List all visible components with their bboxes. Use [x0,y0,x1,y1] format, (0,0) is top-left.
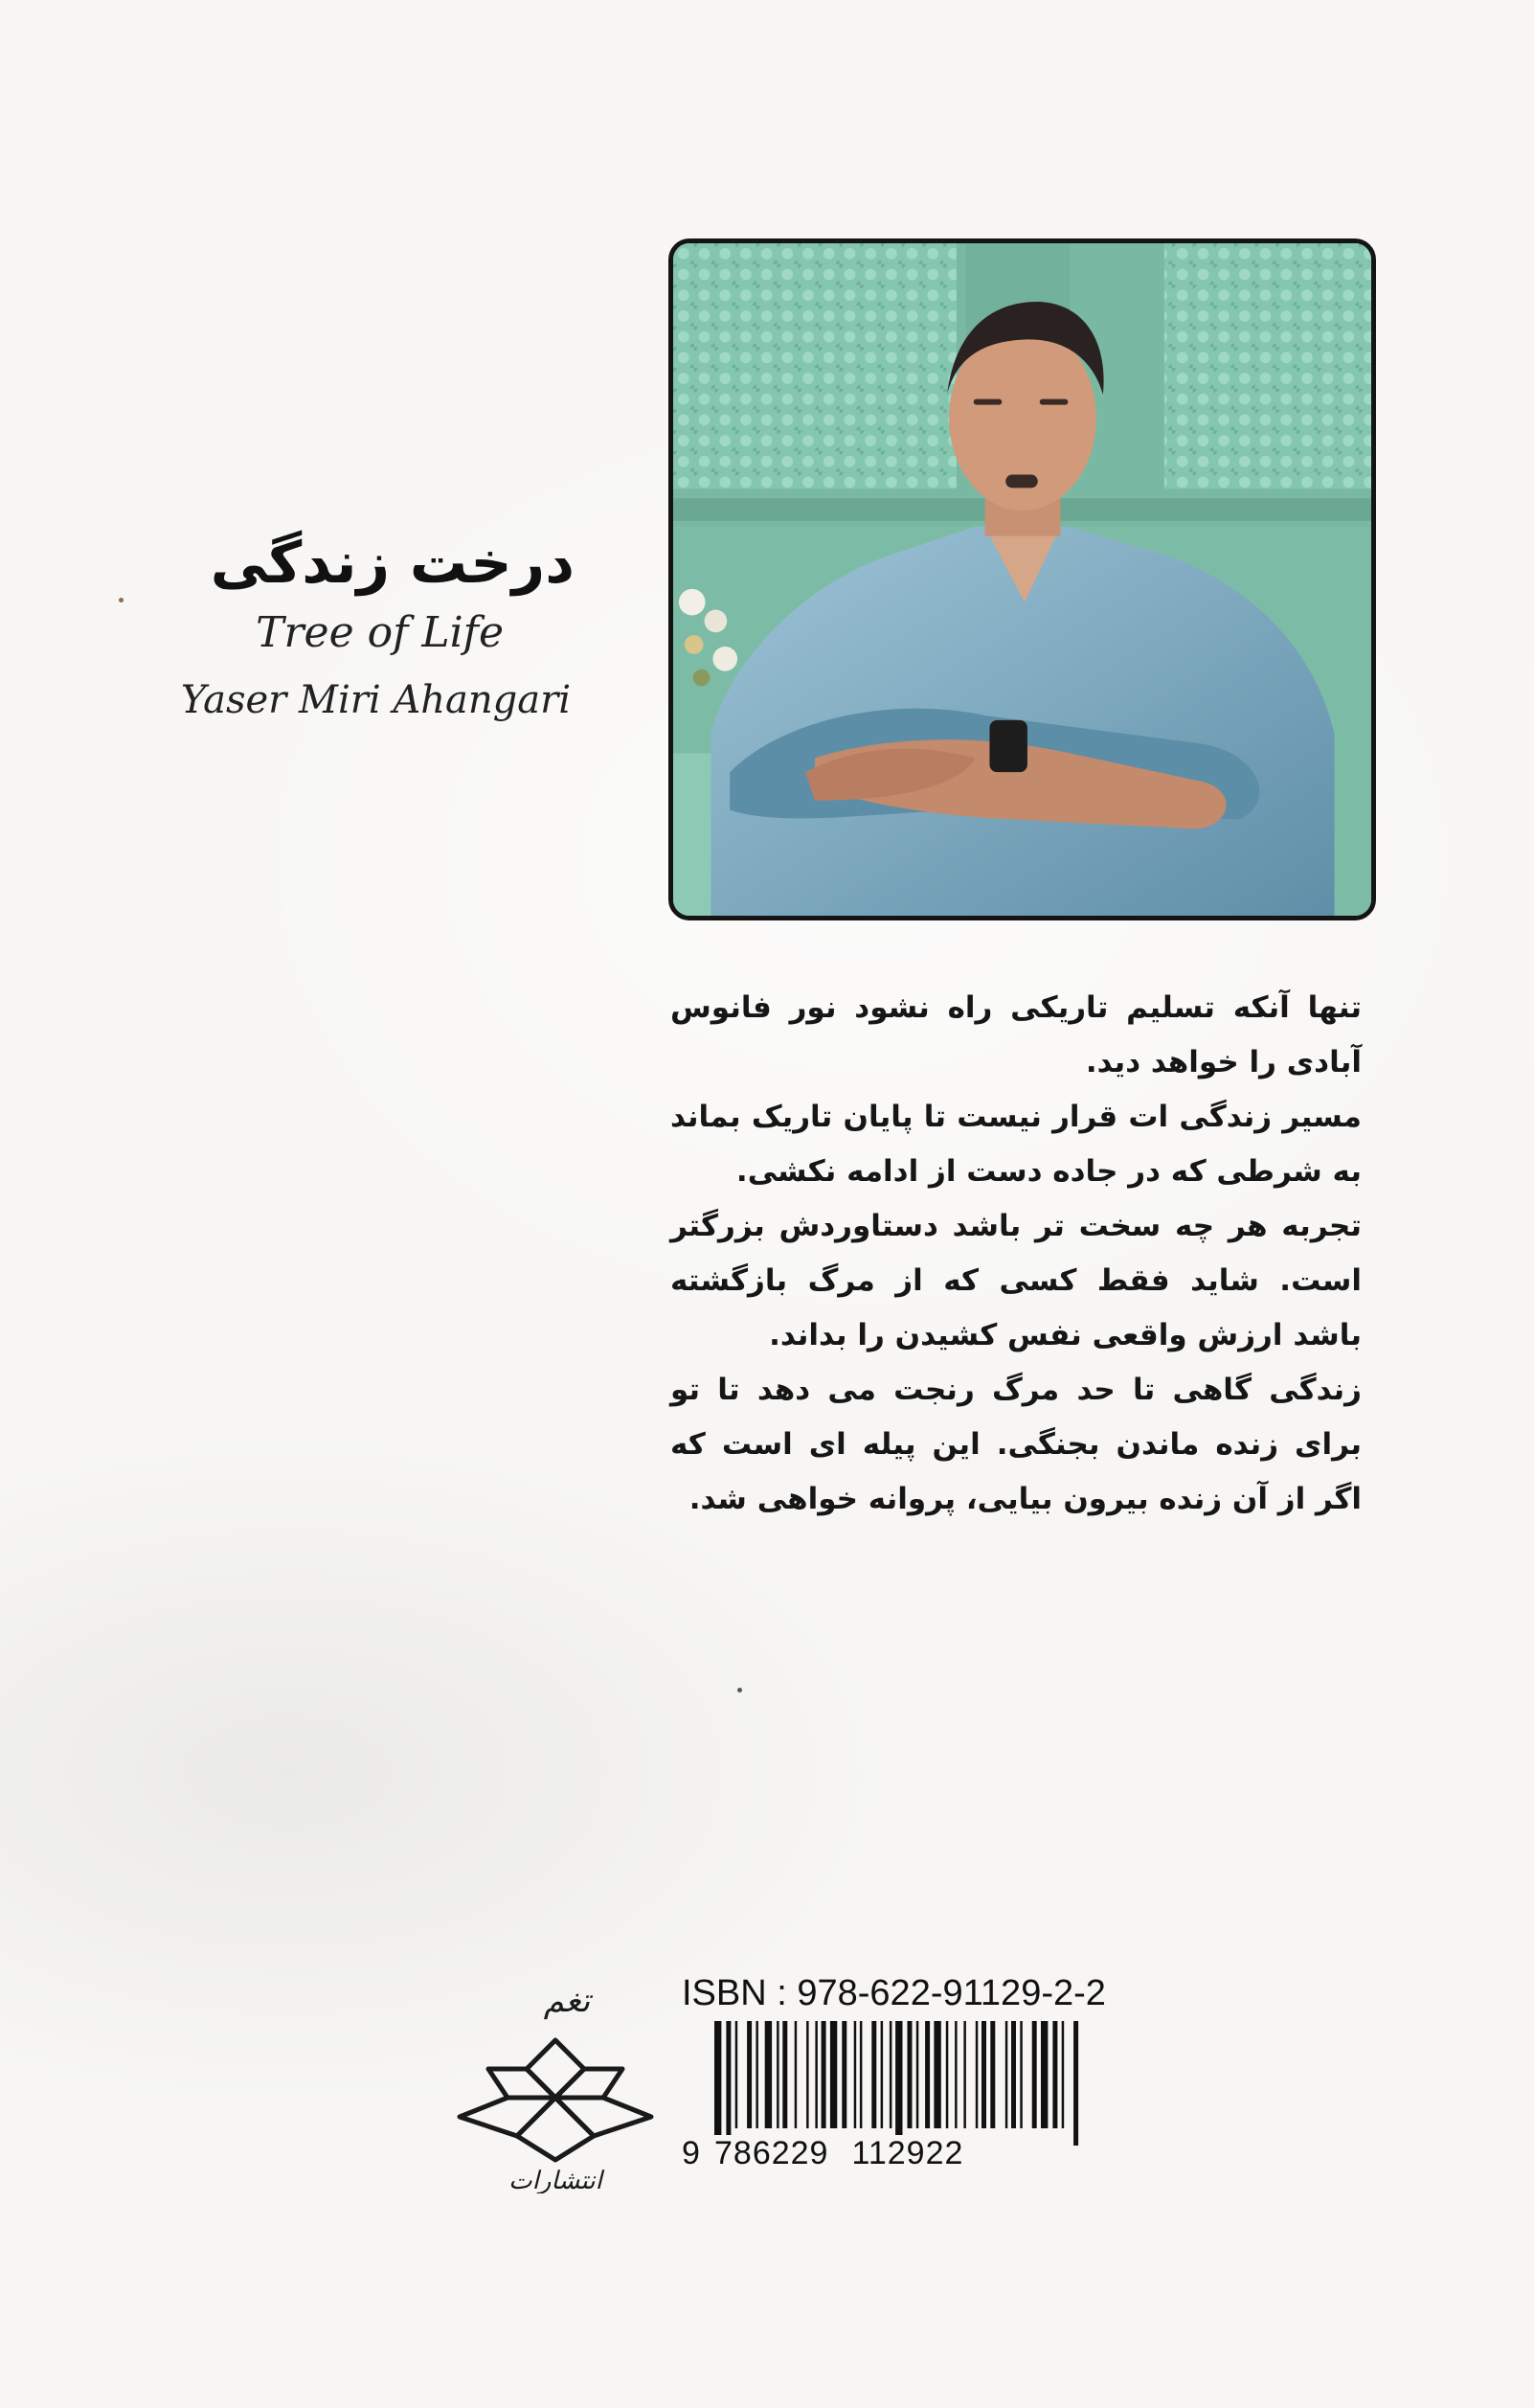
publisher-name-bottom: انتشارات [508,2167,602,2193]
publisher-name-top: تغم [543,1982,591,2020]
barcode-bar [871,2021,876,2128]
author-name: Yaser Miri Ahangari [180,678,571,722]
barcode-bar [990,2021,995,2128]
barcode-bar [830,2021,837,2128]
barcode-bar [765,2021,772,2128]
barcode-bar [747,2021,752,2128]
barcode-bar [1052,2021,1057,2128]
barcode-bar [1041,2021,1048,2128]
barcode-bar [815,2021,818,2128]
barcode-bar [1020,2021,1023,2128]
barcode-bar [806,2021,809,2128]
blurb-paragraph: مسیر زندگی ات قرار نیست تا پایان تاریک بماند به شرطی که در جاده دست از ادامه نکشی. [670,1100,1362,1189]
barcode-bar [908,2021,913,2128]
barcode-bar [895,2021,902,2146]
barcode-bar [881,2021,884,2128]
barcode-bar [842,2021,846,2128]
barcode-bar [726,2021,731,2146]
barcode-bars [711,2021,1084,2146]
open-book-flower-icon [450,1973,661,2193]
barcode-bar [756,2021,758,2128]
barcode-bar [981,2021,986,2128]
barcode-bar [854,2021,857,2128]
blurb-paragraph: تجربه هر چه سخت تر باشد دستاوردش بزرگتر است. شاید فقط کسی که از مرگ بازگشته باشد ارزش واقعی نفس کشیدن را بداند. [670,1209,1362,1352]
barcode [711,2021,1084,2146]
barcode-bar [795,2021,798,2128]
barcode-bar [1032,2021,1037,2128]
barcode-bar [955,2021,958,2128]
barcode-bar [976,2021,979,2128]
author-portrait [668,239,1376,920]
book-title-english: Tree of Life [256,608,504,657]
barcode-bar [946,2021,949,2128]
barcode-bar [1005,2021,1008,2128]
isbn-number: ISBN : 978-622-91129-2-2 [682,1973,1106,2013]
blurb-paragraph: زندگی گاهی تا حد مرگ رنجت می دهد تا تو برای زنده ماندن بجنگی. این پیله ای است که اگر از آن زنده بیرون بیایی، پروانه خواهی شد. [670,1373,1362,1516]
barcode-bar [1062,2021,1065,2128]
barcode-bar [963,2021,966,2128]
barcode-bar [777,2021,779,2128]
blurb-paragraph: تنها آنکه تسلیم تاریکی راه نشود نور فانوس آبادی را خواهد دید. [670,990,1362,1079]
paper-speck [119,598,124,602]
barcode-bar [714,2021,721,2146]
author-photo-illustration [673,243,1371,916]
barcode-bar [916,2021,919,2128]
barcode-bar [735,2021,738,2128]
barcode-bar [925,2021,930,2128]
barcode-right-group: 112922 [847,2135,967,2171]
barcode-bar [822,2021,826,2128]
barcode-lead-digit: 9 [682,2135,701,2171]
barcode-bar [934,2021,940,2128]
back-cover-blurb [670,981,1362,1527]
publisher-logo [450,1973,661,2193]
barcode-bar [782,2021,787,2128]
barcode-bar [1011,2021,1016,2128]
barcode-left-group: 786229 [711,2135,832,2171]
barcode-bar [1073,2021,1078,2146]
paper-speck [737,1688,742,1692]
barcode-digits [682,2132,1094,2174]
book-title-persian: درخت زندگی [210,530,575,597]
barcode-bar [890,2021,892,2128]
barcode-bar [860,2021,863,2128]
